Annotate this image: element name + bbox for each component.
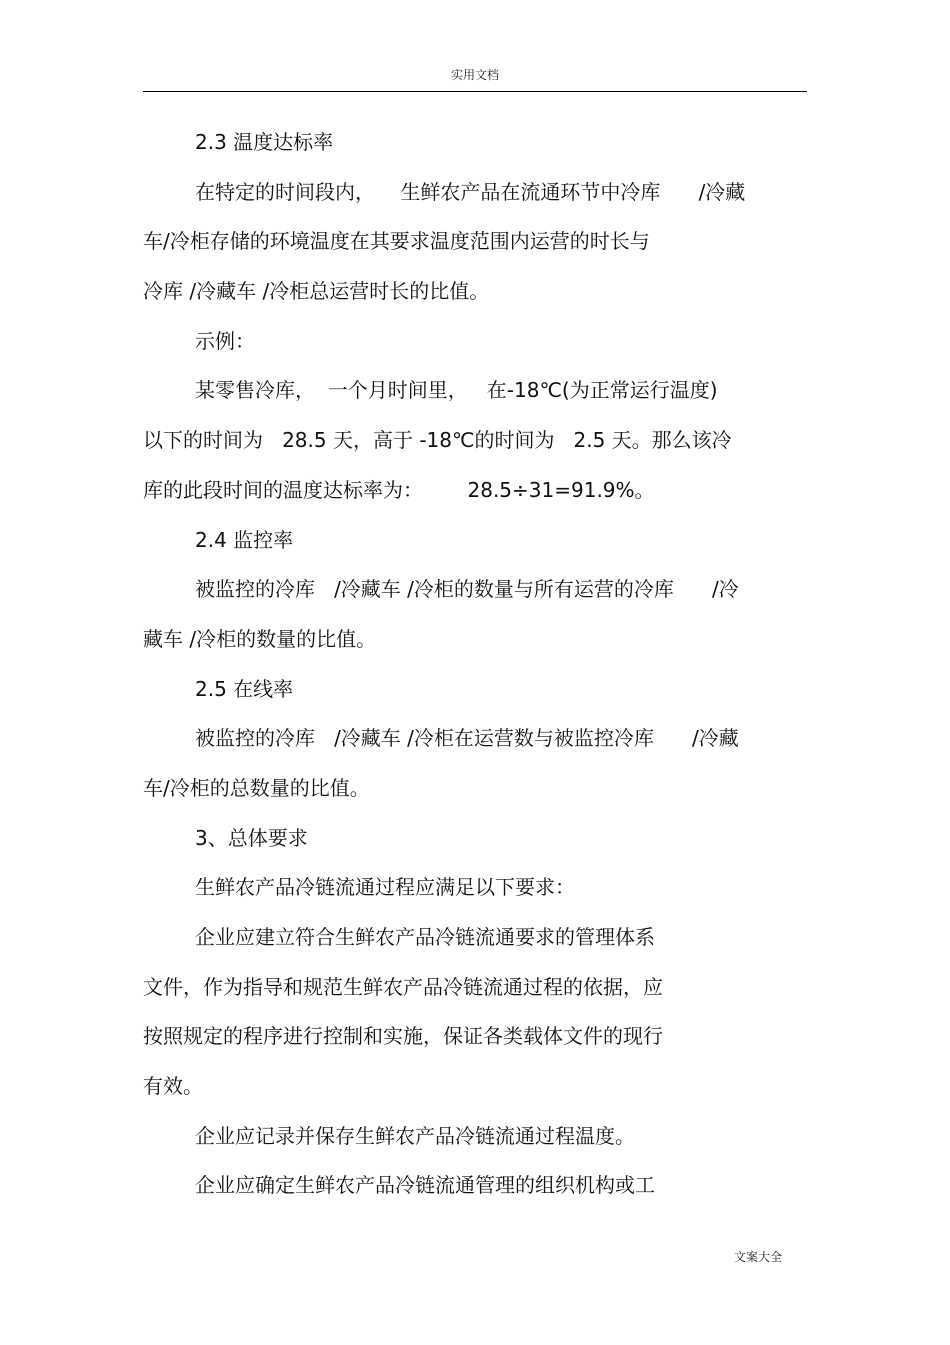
paragraph-line: 企业应确定生鲜农产品冷链流通管理的组织机构或工 — [195, 1173, 655, 1198]
paragraph-line: 3、总体要求 — [195, 825, 308, 850]
page-header: 实用文档 — [450, 68, 499, 82]
page-footer: 文案大全 — [734, 1250, 783, 1264]
paragraph-line: 企业应建立符合生鲜农产品冷链流通要求的管理体系 — [195, 925, 655, 949]
paragraph-line: 2.4 监控率 — [195, 527, 294, 552]
paragraph-line: 库的此段时间的温度达标率为： 28.5÷31=91.9%。 — [143, 477, 655, 502]
paragraph-line: 冷库 /冷藏车 /冷柜总运营时长的比值。 — [143, 279, 490, 304]
paragraph-line: 按照规定的程序进行控制和实施，保证各类载体文件的现行 — [143, 1024, 663, 1049]
paragraph-line: 车/冷柜的总数量的比值。 — [143, 775, 370, 800]
paragraph-line: 被监控的冷库 /冷藏车 /冷柜在运营数与被监控冷库 /冷藏 — [195, 726, 739, 751]
paragraph-line: 藏车 /冷柜的数量的比值。 — [143, 626, 377, 651]
paragraph-line: 文件，作为指导和规范生鲜农产品冷链流通过程的依据，应 — [143, 974, 663, 999]
paragraph-line: 2.5 在线率 — [195, 676, 294, 701]
paragraph-line: 2.3 温度达标率 — [195, 130, 334, 154]
document-body — [143, 118, 807, 1211]
paragraph-line: 企业应记录并保存生鲜农产品冷链流通过程温度。 — [195, 1123, 635, 1148]
paragraph-line: 示例： — [195, 328, 255, 353]
paragraph-line: 有效。 — [143, 1074, 203, 1099]
paragraph-line: 车/冷柜存储的环境温度在其要求温度范围内运营的时长与 — [143, 229, 650, 254]
paragraph-line: 某零售冷库， 一个月时间里， 在-18℃(为正常运行温度) — [195, 378, 718, 403]
header-divider — [143, 91, 807, 92]
paragraph-line: 以下的时间为 28.5 天，高于 -18℃的时间为 2.5 天。那么该冷 — [143, 428, 732, 453]
paragraph-line: 被监控的冷库 /冷藏车 /冷柜的数量与所有运营的冷库 /冷 — [195, 577, 739, 602]
paragraph-line: 生鲜农产品冷链流通过程应满足以下要求： — [195, 875, 575, 900]
paragraph-line: 在特定的时间段内， 生鲜农产品在流通环节中冷库 /冷藏 — [195, 179, 746, 204]
